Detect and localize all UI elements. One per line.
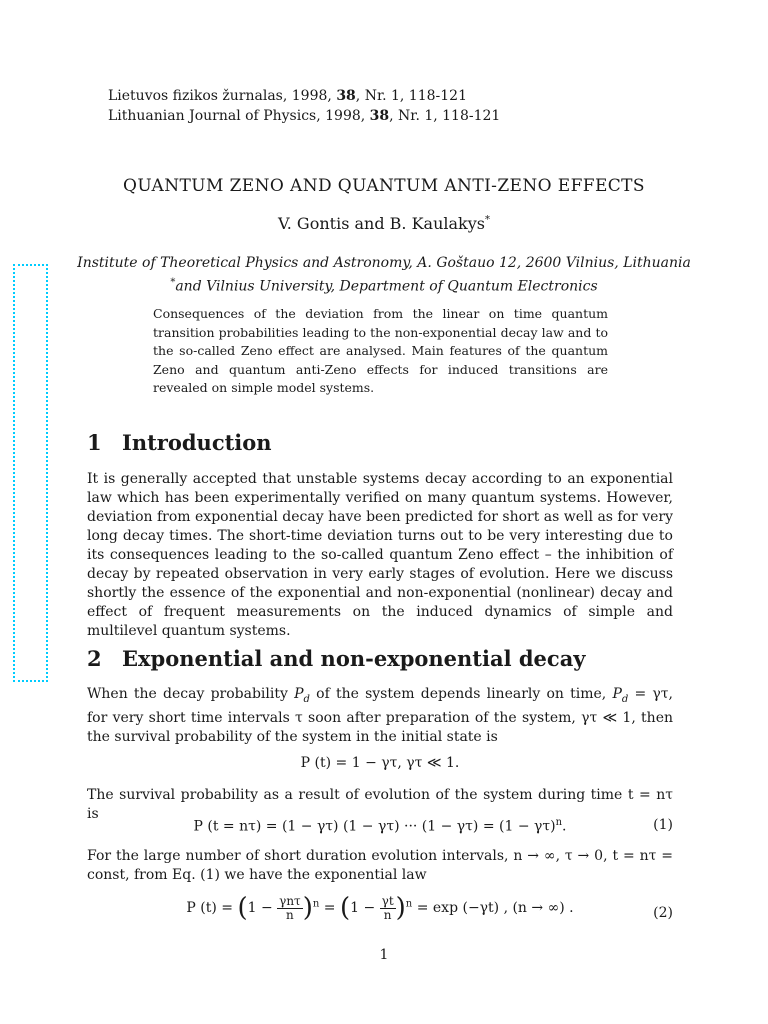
fraction-1: $\frac{\text{γnτ}}{n}$	[279, 893, 301, 922]
section-2-paragraph-2: The survival probability as a result of evolution of the system during time t = nτ is	[87, 787, 673, 822]
page-number: 1	[379, 947, 389, 963]
affiliation: Institute of Theoretical Physics and Astronomy, A. Goštauo 12, 2600 Vilnius, Lithuania *and Vilnius University, Department of Quantum Electronics	[77, 255, 691, 295]
equation-0: P (t) = 1 − γτ, γτ ≪ 1.	[300, 755, 460, 771]
section-2-heading: 2 Exponential and non-exponential decay	[87, 646, 586, 671]
fraction-2: $\frac{\gamma t}{n}$	[381, 893, 394, 922]
paper-title: QUANTUM ZENO AND QUANTUM ANTI-ZENO EFFECTS	[123, 176, 645, 196]
equation-1-number: (1)	[653, 817, 673, 833]
authors: V. Gontis and B. Kaulakys*	[278, 214, 490, 233]
margin-annotation-box	[13, 264, 48, 682]
section-1-text: It is generally accepted that unstable systems decay according to an exponential law which has been experimentally verified on many quantum systems. However, deviation from exponential decay have been predicted for short as well as for very long decay times. The short-time deviation turns out to be very interesting due to its consequences leading to the so-called quantum Zeno effect – the inhibition of decay by repeated observation in very early stages of evolution. Here we discuss shortly the essence of the exponential and non-exponential (nonlinear) decay and effect of frequent measurements on the induced dynamics of simple and multilevel quantum systems.	[87, 471, 673, 639]
section-2-paragraph-3: For the large number of short duration evolution intervals, n → ∞, τ → 0, t = nτ = const, from Eq. (1) we have the exponential law	[87, 848, 673, 883]
equation-1: P (t = nτ) = (1 − γτ) (1 − γτ) ··· $(1 - \gamma\tau) = (1 - \gamma\tau)^n$. (1)	[193, 817, 673, 835]
journal-citation	[108, 86, 500, 126]
journal-line-en: Lithuanian Journal of Physics, 1998, 38, Nr. 1, 118-121	[108, 108, 501, 124]
section-1-heading: 1 Introduction	[87, 430, 272, 455]
equation-2-number: (2)	[653, 905, 673, 921]
section-2-paragraph-1: When the decay probability $P_d$ of the system depends linearly on time, $P_d = \gamma\tau$, for very short time intervals τ soon after preparation of the system, γτ ≪ 1, then the survival probability of the system in the initial state is	[87, 686, 673, 745]
equation-2: P (t) = (1 − $\frac{\text{γnτ}}{n}$ )$^n$ = (1 − $\frac{\gamma t}{n}$ )$^n$ = exp (−γt) , (n → ∞) . (2)	[186, 893, 673, 923]
abstract: Consequences of the deviation from the linear on time quantum transition probabilities leading to the non-exponential decay law and to the so-called Zeno effect are analysed. Main features of the quantum Zeno and quantum anti-Zeno effects for induced transitions are revealed on simple model systems.	[153, 306, 608, 395]
journal-line-lt: Lietuvos fizikos žurnalas, 1998, 38, Nr. 1, 118-121	[108, 88, 467, 104]
